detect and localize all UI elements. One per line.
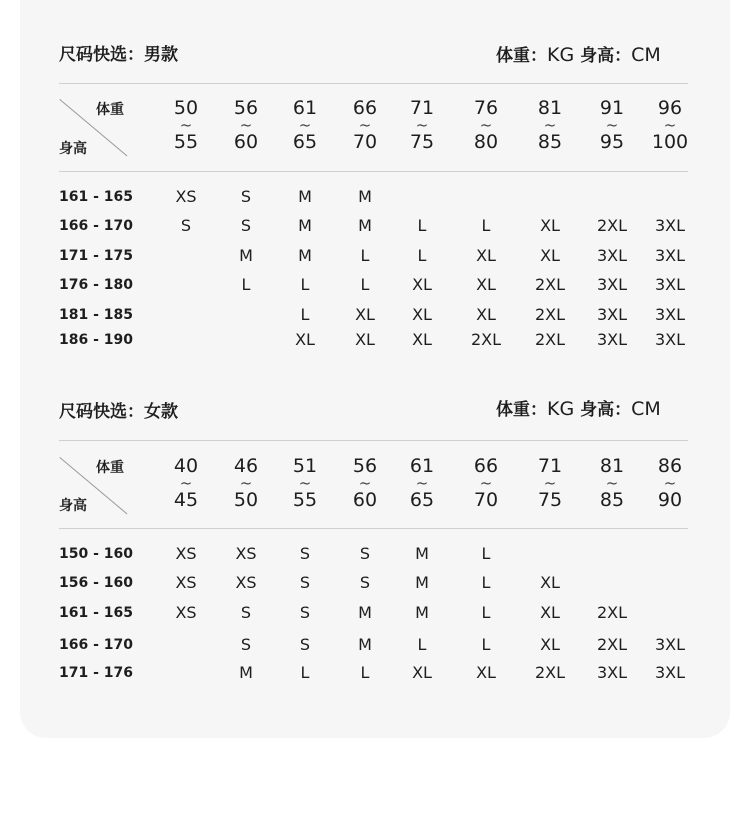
men-weight-range-6 [461,98,511,152]
women-unit-legend: 体重：KG 身高：CM [496,398,661,420]
range-tilde: ~ [605,474,619,492]
weight-low: 86 [657,455,683,477]
weight-high: 75 [409,131,435,153]
weight-high: 95 [599,131,625,153]
weight-high: 85 [599,489,625,511]
weight-low: 40 [173,455,199,477]
size-cell: XS [175,603,197,622]
weight-high: 55 [173,131,199,153]
women-weight-range-6 [461,456,511,510]
size-cell: XL [412,305,432,324]
men-section-title: 尺码快选：男款 [59,45,178,65]
women-header-top-rule [59,440,688,441]
women-weight-range-5 [397,456,447,510]
size-cell: 3XL [596,275,628,294]
size-cell: XL [540,603,560,622]
weight-low: 56 [352,455,378,477]
men-weight-range-8 [587,98,637,152]
weight-high: 50 [233,489,259,511]
size-cell: M [415,603,429,622]
weight-low: 61 [292,97,318,119]
weight-low: 56 [233,97,259,119]
height-range-label: 156 - 160 [59,575,134,591]
size-cell: XL [540,246,560,265]
size-cell: 3XL [654,330,686,349]
height-range-label: 161 - 165 [59,605,134,621]
weight-low: 46 [233,455,259,477]
range-tilde: ~ [479,474,493,492]
size-cell: 2XL [596,216,628,235]
size-cell: XL [540,573,560,592]
size-cell: L [481,603,491,622]
size-cell: L [481,573,491,592]
weight-high: 70 [352,131,378,153]
range-tilde: ~ [358,474,372,492]
weight-high: 80 [473,131,499,153]
men-weight-range-4 [340,98,390,152]
weight-high: 65 [409,489,435,511]
size-cell: M [298,246,312,265]
men-weight-range-9 [645,98,695,152]
size-cell: M [358,603,372,622]
size-cell: 3XL [654,635,686,654]
weight-high: 90 [657,489,683,511]
size-cell: M [358,216,372,235]
range-tilde: ~ [298,116,312,134]
range-tilde: ~ [239,116,253,134]
range-tilde: ~ [415,116,429,134]
range-tilde: ~ [415,474,429,492]
size-cell: XL [476,275,496,294]
men-weight-range-2 [221,98,271,152]
men-height-axis-label: 身高 [59,141,87,157]
size-cell: M [358,187,372,206]
weight-low: 96 [657,97,683,119]
weight-low: 66 [352,97,378,119]
size-cell: XL [355,330,375,349]
size-cell: 2XL [470,330,502,349]
range-tilde: ~ [543,474,557,492]
weight-low: 66 [473,455,499,477]
height-range-label: 166 - 170 [59,218,134,234]
range-tilde: ~ [358,116,372,134]
weight-high: 55 [292,489,318,511]
size-cell: 2XL [534,663,566,682]
men-weight-range-7 [525,98,575,152]
weight-low: 71 [409,97,435,119]
size-cell: L [481,635,491,654]
weight-high: 75 [537,489,563,511]
size-cell: XL [540,216,560,235]
size-cell: M [358,635,372,654]
weight-low: 71 [537,455,563,477]
range-tilde: ~ [605,116,619,134]
range-tilde: ~ [298,474,312,492]
size-cell: L [417,216,427,235]
weight-high: 45 [173,489,199,511]
women-weight-range-4 [340,456,390,510]
men-weight-range-3 [280,98,330,152]
size-cell: 3XL [654,663,686,682]
size-cell: M [415,573,429,592]
size-cell: L [300,275,310,294]
size-cell: L [360,275,370,294]
weight-low: 50 [173,97,199,119]
size-cell: 3XL [596,330,628,349]
size-cell: 3XL [654,246,686,265]
height-range-label: 171 - 175 [59,248,134,264]
women-weight-range-8 [587,456,637,510]
men-weight-range-5 [397,98,447,152]
size-cell: 3XL [654,216,686,235]
size-cell: XS [235,573,257,592]
range-tilde: ~ [239,474,253,492]
range-tilde: ~ [543,116,557,134]
size-cell: 2XL [534,330,566,349]
size-cell: M [415,544,429,563]
size-cell: L [360,663,370,682]
height-range-label: 186 - 190 [59,332,134,348]
height-range-label: 161 - 165 [59,189,134,205]
men-weight-range-1 [161,98,211,152]
range-tilde: ~ [663,474,677,492]
size-cell: S [299,544,311,563]
height-range-label: 150 - 160 [59,546,134,562]
weight-high: 65 [292,131,318,153]
size-cell: 2XL [596,635,628,654]
weight-low: 81 [599,455,625,477]
size-cell: S [359,573,371,592]
height-range-label: 166 - 170 [59,637,134,653]
women-header-bottom-rule [59,528,688,529]
weight-high: 70 [473,489,499,511]
range-tilde: ~ [663,116,677,134]
women-weight-range-9 [645,456,695,510]
range-tilde: ~ [179,474,193,492]
size-cell: S [299,573,311,592]
weight-high: 85 [537,131,563,153]
height-range-label: 171 - 176 [59,665,134,681]
weight-low: 81 [537,97,563,119]
women-section-title: 尺码快选：女款 [59,402,178,422]
weight-high: 100 [651,131,689,153]
size-cell: 3XL [654,275,686,294]
size-cell: L [417,635,427,654]
women-weight-axis-label: 体重 [96,460,124,476]
size-cell: 3XL [654,305,686,324]
size-cell: XL [355,305,375,324]
size-cell: S [240,216,252,235]
size-cell: M [298,187,312,206]
weight-low: 51 [292,455,318,477]
weight-low: 76 [473,97,499,119]
weight-high: 60 [233,131,259,153]
size-cell: L [481,544,491,563]
size-cell: S [240,187,252,206]
size-cell: S [240,603,252,622]
size-cell: XS [175,544,197,563]
size-cell: S [240,635,252,654]
weight-low: 91 [599,97,625,119]
weight-low: 61 [409,455,435,477]
size-cell: S [299,603,311,622]
size-cell: XL [412,663,432,682]
size-cell: XL [540,635,560,654]
size-cell: L [417,246,427,265]
size-cell: L [481,216,491,235]
size-cell: 3XL [596,663,628,682]
size-cell: L [241,275,251,294]
size-cell: XS [175,573,197,592]
size-cell: S [180,216,192,235]
size-cell: 3XL [596,246,628,265]
size-cell: 2XL [596,603,628,622]
women-weight-range-3 [280,456,330,510]
size-cell: L [360,246,370,265]
size-cell: XL [476,246,496,265]
size-cell: XL [295,330,315,349]
height-range-label: 181 - 185 [59,307,134,323]
size-cell: M [239,663,253,682]
size-cell: XS [175,187,197,206]
range-tilde: ~ [479,116,493,134]
men-unit-legend: 体重：KG 身高：CM [496,44,661,66]
size-cell: XS [235,544,257,563]
size-cell: 2XL [534,305,566,324]
women-weight-range-7 [525,456,575,510]
size-cell: S [359,544,371,563]
size-cell: XL [412,330,432,349]
men-weight-axis-label: 体重 [96,102,124,118]
women-weight-range-2 [221,456,271,510]
size-cell: S [299,635,311,654]
men-header-top-rule [59,83,688,84]
size-cell: XL [476,305,496,324]
size-cell: L [300,305,310,324]
women-height-axis-label: 身高 [59,498,87,514]
size-cell: XL [476,663,496,682]
weight-high: 60 [352,489,378,511]
size-cell: M [298,216,312,235]
height-range-label: 176 - 180 [59,277,134,293]
size-cell: 3XL [596,305,628,324]
women-weight-range-1 [161,456,211,510]
range-tilde: ~ [179,116,193,134]
size-cell: M [239,246,253,265]
men-header-bottom-rule [59,171,688,172]
size-cell: 2XL [534,275,566,294]
size-cell: XL [412,275,432,294]
size-cell: L [300,663,310,682]
